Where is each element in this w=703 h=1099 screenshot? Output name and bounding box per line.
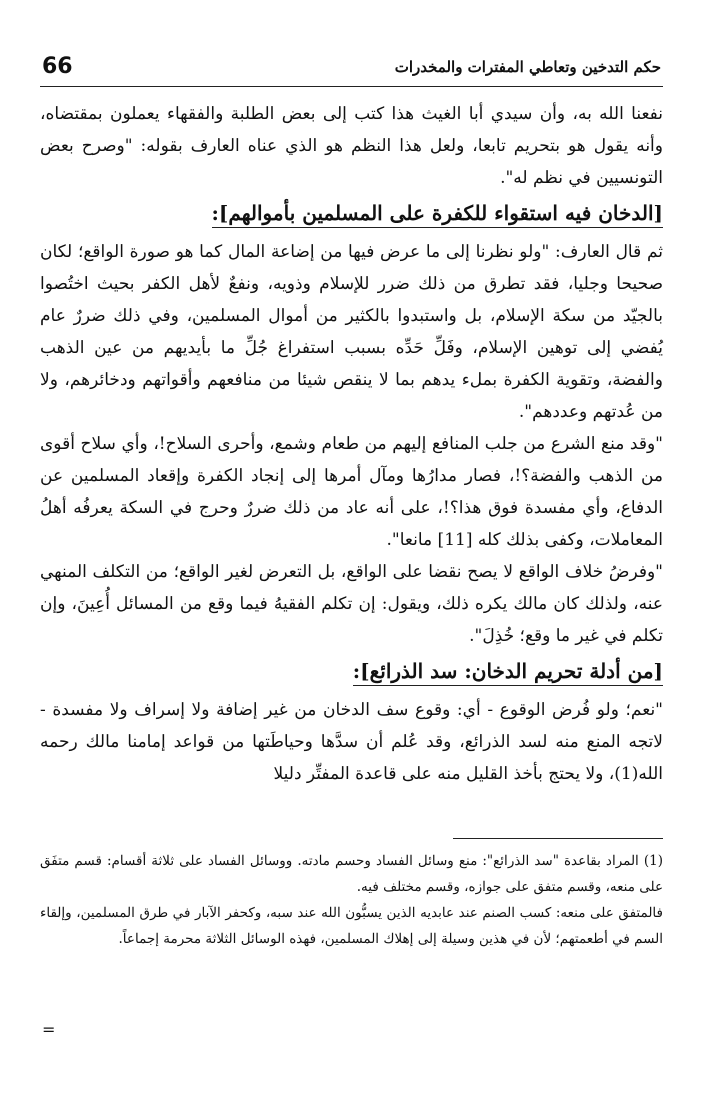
running-title: حكم التدخين وتعاطي المفترات والمخدرات bbox=[394, 58, 661, 76]
paragraph-5: "نعم؛ ولو فُرض الوقوع - أي: وقوع سف الدخان من غير إضافة ولا إسراف ولا مفسدة - لاتجه المنع منه لسد الذرائع، وقد عُلم أن سدَّها وحياطَتها من قواعد إمامنا مالك رحمه الله(1)، ولا يحتج بأخذ القليل منه على قاعدة المفتِّر دليلا bbox=[40, 700, 663, 784]
page-header bbox=[40, 52, 663, 87]
section-heading-2-text: [من أدلة تحريم الدخان: سد الذرائع]: bbox=[353, 659, 663, 686]
footnote-1-part-2: فالمتفق على منعه: كسب الصنم عند عابديه الذين يسبُّون الله عند سبه، وكحفر الآبار في طرق المسلمين، وإلقاء السم في أطعمتهم؛ لأن في هذين وسيلة إلى إهلاك المسلمين، فهذه الوسائل الثلاثة محرمة إجماعاً. bbox=[40, 905, 663, 947]
section-heading-1 bbox=[40, 196, 663, 230]
footnotes bbox=[40, 848, 663, 952]
footnote-1-part-1: (1) المراد بقاعدة "سد الذرائع": منع وسائل الفساد وحسم مادته. ووسائل الفساد على ثلاثة أقسام: قسم متفَق على منعه، وقسم متفق على جوازه، وقسم مختلف فيه. bbox=[40, 853, 663, 895]
footnote-continuation-mark: = bbox=[42, 1020, 56, 1039]
paragraph-1: نفعنا الله به، وأن سيدي أبا الغيث هذا كتب إلى بعض الطلبة والفقهاء يعملون بمقتضاه، وأنه يقول هو بتحريم تابعا، ولعل هذا النظم هو الذي عناه العارف بقوله: "وصرح بعض التونسيين في نظم له". bbox=[40, 104, 663, 188]
section-heading-2 bbox=[40, 654, 663, 688]
footnote-separator bbox=[453, 838, 663, 839]
page-number: 66 bbox=[42, 54, 73, 79]
paragraph-3: "وقد منع الشرع من جلب المنافع إليهم من طعام وشمع، وأحرى السلاح!، وأي سلاح أقوى من الذهب والفضة؟!، فصار مدارُها ومآل أمرها إلى إنجاد الكفرة وإقعاد المسلمين عن الدفاع، وأي مفسدة فوق هذا؟!، على أنه عاد من ذلك ضررٌ وحرج في السكة يعرفُه أهلُ المعاملات، وكفى بذلك كله [11] مانعا". bbox=[40, 434, 663, 550]
paragraph-4: "وفرضُ خلاف الواقع لا يصح نقضا على الواقع، بل التعرض لغير الواقع؛ من التكلف المنهي عنه، ولذلك كان مالك يكره ذلك، ويقول: إن تكلم الفقيهُ فيما وقع من المسائل أُعِينَ، وإن تكلم في غير ما وقع؛ خُذِلَ". bbox=[40, 562, 663, 646]
paragraph-2: ثم قال العارف: "ولو نظرنا إلى ما عرض فيها من إضاعة المال كما هو صورة الواقع؛ لكان صحيحا وجليا، فقد تطرق من ذلك ضرر للإسلام وذويه، ونفعٌ لأهل الكفر بحيث اختُصوا بالجيّد من سكة الإسلام، بل واستبدوا بالكثير من أموال المسلمين، وفي ذلك ضررٌ عام يُفضي إلى توهين الإسلام، وفَلِّ حَدِّه بسبب استفراغ جُلِّ ما بأيديهم من عين الذهب والفضة، وتقوية الكفرة بملء يدهم بما لا ينقص شيئا من منافعهم وأقواتهم ودخائرهم، ولا من عُدتهم وعددهم". bbox=[40, 242, 663, 422]
section-heading-1-text: [الدخان فيه استقواء للكفرة على المسلمين بأموالهم]: bbox=[212, 201, 663, 228]
body-text bbox=[40, 98, 663, 790]
